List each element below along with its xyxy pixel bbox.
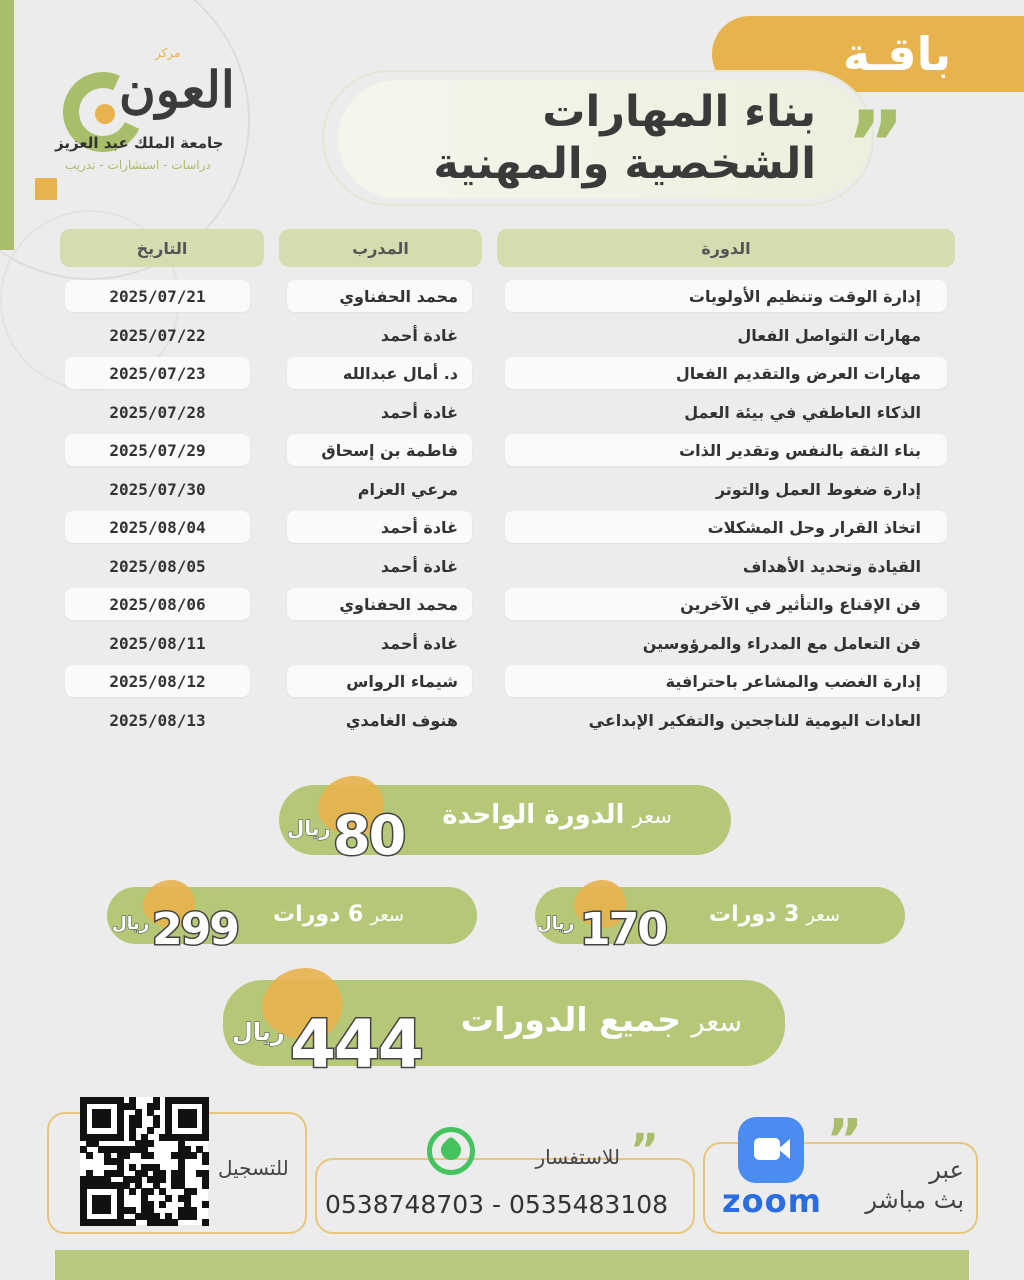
table-cell-date: 2025/08/11 — [109, 633, 206, 653]
qr-module — [129, 1188, 136, 1195]
logo — [55, 42, 245, 182]
table-cell-course: الذكاء العاطفي في بيئة العمل — [684, 402, 921, 422]
price-title: 3 دورات — [709, 902, 800, 927]
accent-square — [35, 178, 57, 200]
table-cell-trainer: هنوف الغامدي — [345, 710, 458, 730]
qr-module — [202, 1182, 209, 1189]
qr-module — [202, 1219, 209, 1226]
logo-name: العون — [119, 60, 235, 119]
qr-module — [86, 1152, 93, 1159]
table-cell-course: إدارة الوقت وتنظيم الأولويات — [505, 280, 947, 312]
table-cell-trainer: غادة أحمد — [380, 325, 458, 345]
qr-module — [202, 1134, 209, 1141]
table-cell-date: 2025/07/29 — [65, 434, 250, 466]
qr-module — [159, 1176, 166, 1183]
price-prefix: سعر — [632, 804, 672, 828]
price-six-amount: 299 — [152, 904, 238, 955]
quote-mark-icon: ” — [846, 92, 906, 197]
price-prefix: سعر — [691, 1007, 742, 1038]
table-cell-date: 2025/07/23 — [65, 357, 250, 389]
table-cell-course: مهارات التواصل الفعال — [737, 325, 921, 345]
live-line-1: عبر — [929, 1156, 964, 1184]
qr-module — [147, 1140, 154, 1147]
table-cell-course: بناء الثقة بالنفس وتقدير الذات — [505, 434, 947, 466]
table-cell-course: فن التعامل مع المدراء والمرؤوسين — [642, 633, 921, 653]
logo-dot — [95, 104, 115, 124]
live-text — [865, 1155, 964, 1215]
table-cell-trainer: غادة أحمد — [380, 402, 458, 422]
header-trainer: المدرب — [279, 229, 482, 267]
qr-module — [129, 1219, 136, 1226]
header-date: التاريخ — [60, 229, 264, 267]
bottom-accent-bar — [55, 1250, 969, 1280]
table-cell-course: القيادة وتحديد الأهداف — [742, 556, 921, 576]
qr-module — [104, 1207, 111, 1214]
price-prefix: سعر — [806, 905, 840, 926]
logo-center-word: مركز — [155, 46, 181, 60]
table-cell-date: 2025/07/22 — [109, 325, 206, 345]
table-cell-trainer: د. أمال عبدالله — [287, 357, 472, 389]
qr-module — [171, 1219, 178, 1226]
qr-module — [153, 1121, 160, 1128]
price-six-label — [273, 902, 404, 927]
table-cell-trainer: فاطمة بن إسحاق — [287, 434, 472, 466]
qr-module — [123, 1152, 130, 1159]
qr-module — [202, 1158, 209, 1165]
table-cell-trainer: غادة أحمد — [287, 511, 472, 543]
price-title: 6 دورات — [273, 902, 364, 927]
table-cell-course: إدارة ضغوط العمل والتوتر — [715, 479, 921, 499]
table-cell-date: 2025/07/30 — [109, 479, 206, 499]
quote-mark-icon: ” — [630, 1125, 659, 1176]
qr-module — [190, 1188, 197, 1195]
qr-module — [117, 1134, 124, 1141]
title-line-1: بناء المهارات — [542, 87, 816, 137]
price-all-amount: 444 — [290, 1006, 422, 1083]
table-cell-trainer: شيماء الرواس — [287, 665, 472, 697]
zoom-camera-shape — [754, 1138, 780, 1160]
qr-module — [165, 1195, 172, 1202]
price-all-label — [461, 1000, 742, 1039]
price-single-label — [442, 800, 672, 830]
table-cell-date: 2025/08/05 — [109, 556, 206, 576]
table-cell-date: 2025/07/21 — [65, 280, 250, 312]
qr-module — [147, 1188, 154, 1195]
price-title: الدورة الواحدة — [442, 800, 625, 830]
table-cell-date: 2025/08/04 — [65, 511, 250, 543]
table-cell-date: 2025/08/12 — [65, 665, 250, 697]
badge-label: باقـة — [842, 27, 952, 81]
price-title: جميع الدورات — [460, 1000, 681, 1039]
table-cell-course: فن الإقناع والتأثير في الآخرين — [505, 588, 947, 620]
qr-module — [190, 1213, 197, 1220]
qr-module — [153, 1103, 160, 1110]
price-three-label — [709, 902, 840, 927]
qr-module — [147, 1152, 154, 1159]
zoom-wordmark: zoom — [722, 1182, 822, 1220]
table-cell-date: 2025/08/06 — [65, 588, 250, 620]
qr-module — [147, 1127, 154, 1134]
logo-university: جامعة الملك عبد العزيز — [55, 134, 224, 152]
price-currency: ريال — [537, 914, 575, 934]
qr-code[interactable] — [80, 1097, 208, 1225]
logo-subtitle: دراسات - استشارات - تدريب — [65, 158, 211, 172]
table-cell-course: اتخاذ القرار وحل المشكلات — [505, 511, 947, 543]
price-currency: ريال — [287, 816, 331, 840]
live-line-2: بث مباشر — [865, 1186, 964, 1214]
table-cell-trainer: غادة أحمد — [380, 556, 458, 576]
table-cell-date: 2025/08/13 — [109, 710, 206, 730]
table-cell-trainer: مرعي العزام — [357, 479, 458, 499]
qr-module — [190, 1121, 197, 1128]
phone-numbers[interactable]: 0538748703 - 0535483108 — [325, 1190, 669, 1219]
price-currency: ريال — [112, 914, 150, 934]
table-cell-course: العادات اليومية للناجحين والتفكير الإبداعي — [588, 710, 921, 730]
quote-mark-icon: ” — [826, 1108, 863, 1173]
qr-module — [190, 1152, 197, 1159]
table-cell-course: مهارات العرض والتقديم الفعال — [505, 357, 947, 389]
table-cell-trainer: غادة أحمد — [380, 633, 458, 653]
qr-module — [202, 1201, 209, 1208]
left-accent-bar — [0, 0, 14, 250]
price-single-amount: 80 — [333, 804, 405, 867]
qr-module — [104, 1121, 111, 1128]
table-cell-course: إدارة الغضب والمشاعر باحترافية — [505, 665, 947, 697]
title-line-2: الشخصية والمهنية — [433, 139, 816, 189]
qr-module — [135, 1121, 142, 1128]
table-cell-date: 2025/07/28 — [109, 402, 206, 422]
inquiry-label: للاستفسار — [535, 1145, 620, 1169]
zoom-camera-lens — [778, 1139, 790, 1159]
table-cell-trainer: محمد الحفناوي — [287, 588, 472, 620]
qr-module — [159, 1201, 166, 1208]
table-cell-trainer: محمد الحفناوي — [287, 280, 472, 312]
price-currency: ريال — [232, 1018, 285, 1046]
header-course: الدورة — [497, 229, 955, 267]
price-prefix: سعر — [370, 905, 404, 926]
price-three-amount: 170 — [580, 904, 666, 955]
page-title — [336, 86, 816, 190]
register-label: للتسجيل — [218, 1156, 289, 1180]
